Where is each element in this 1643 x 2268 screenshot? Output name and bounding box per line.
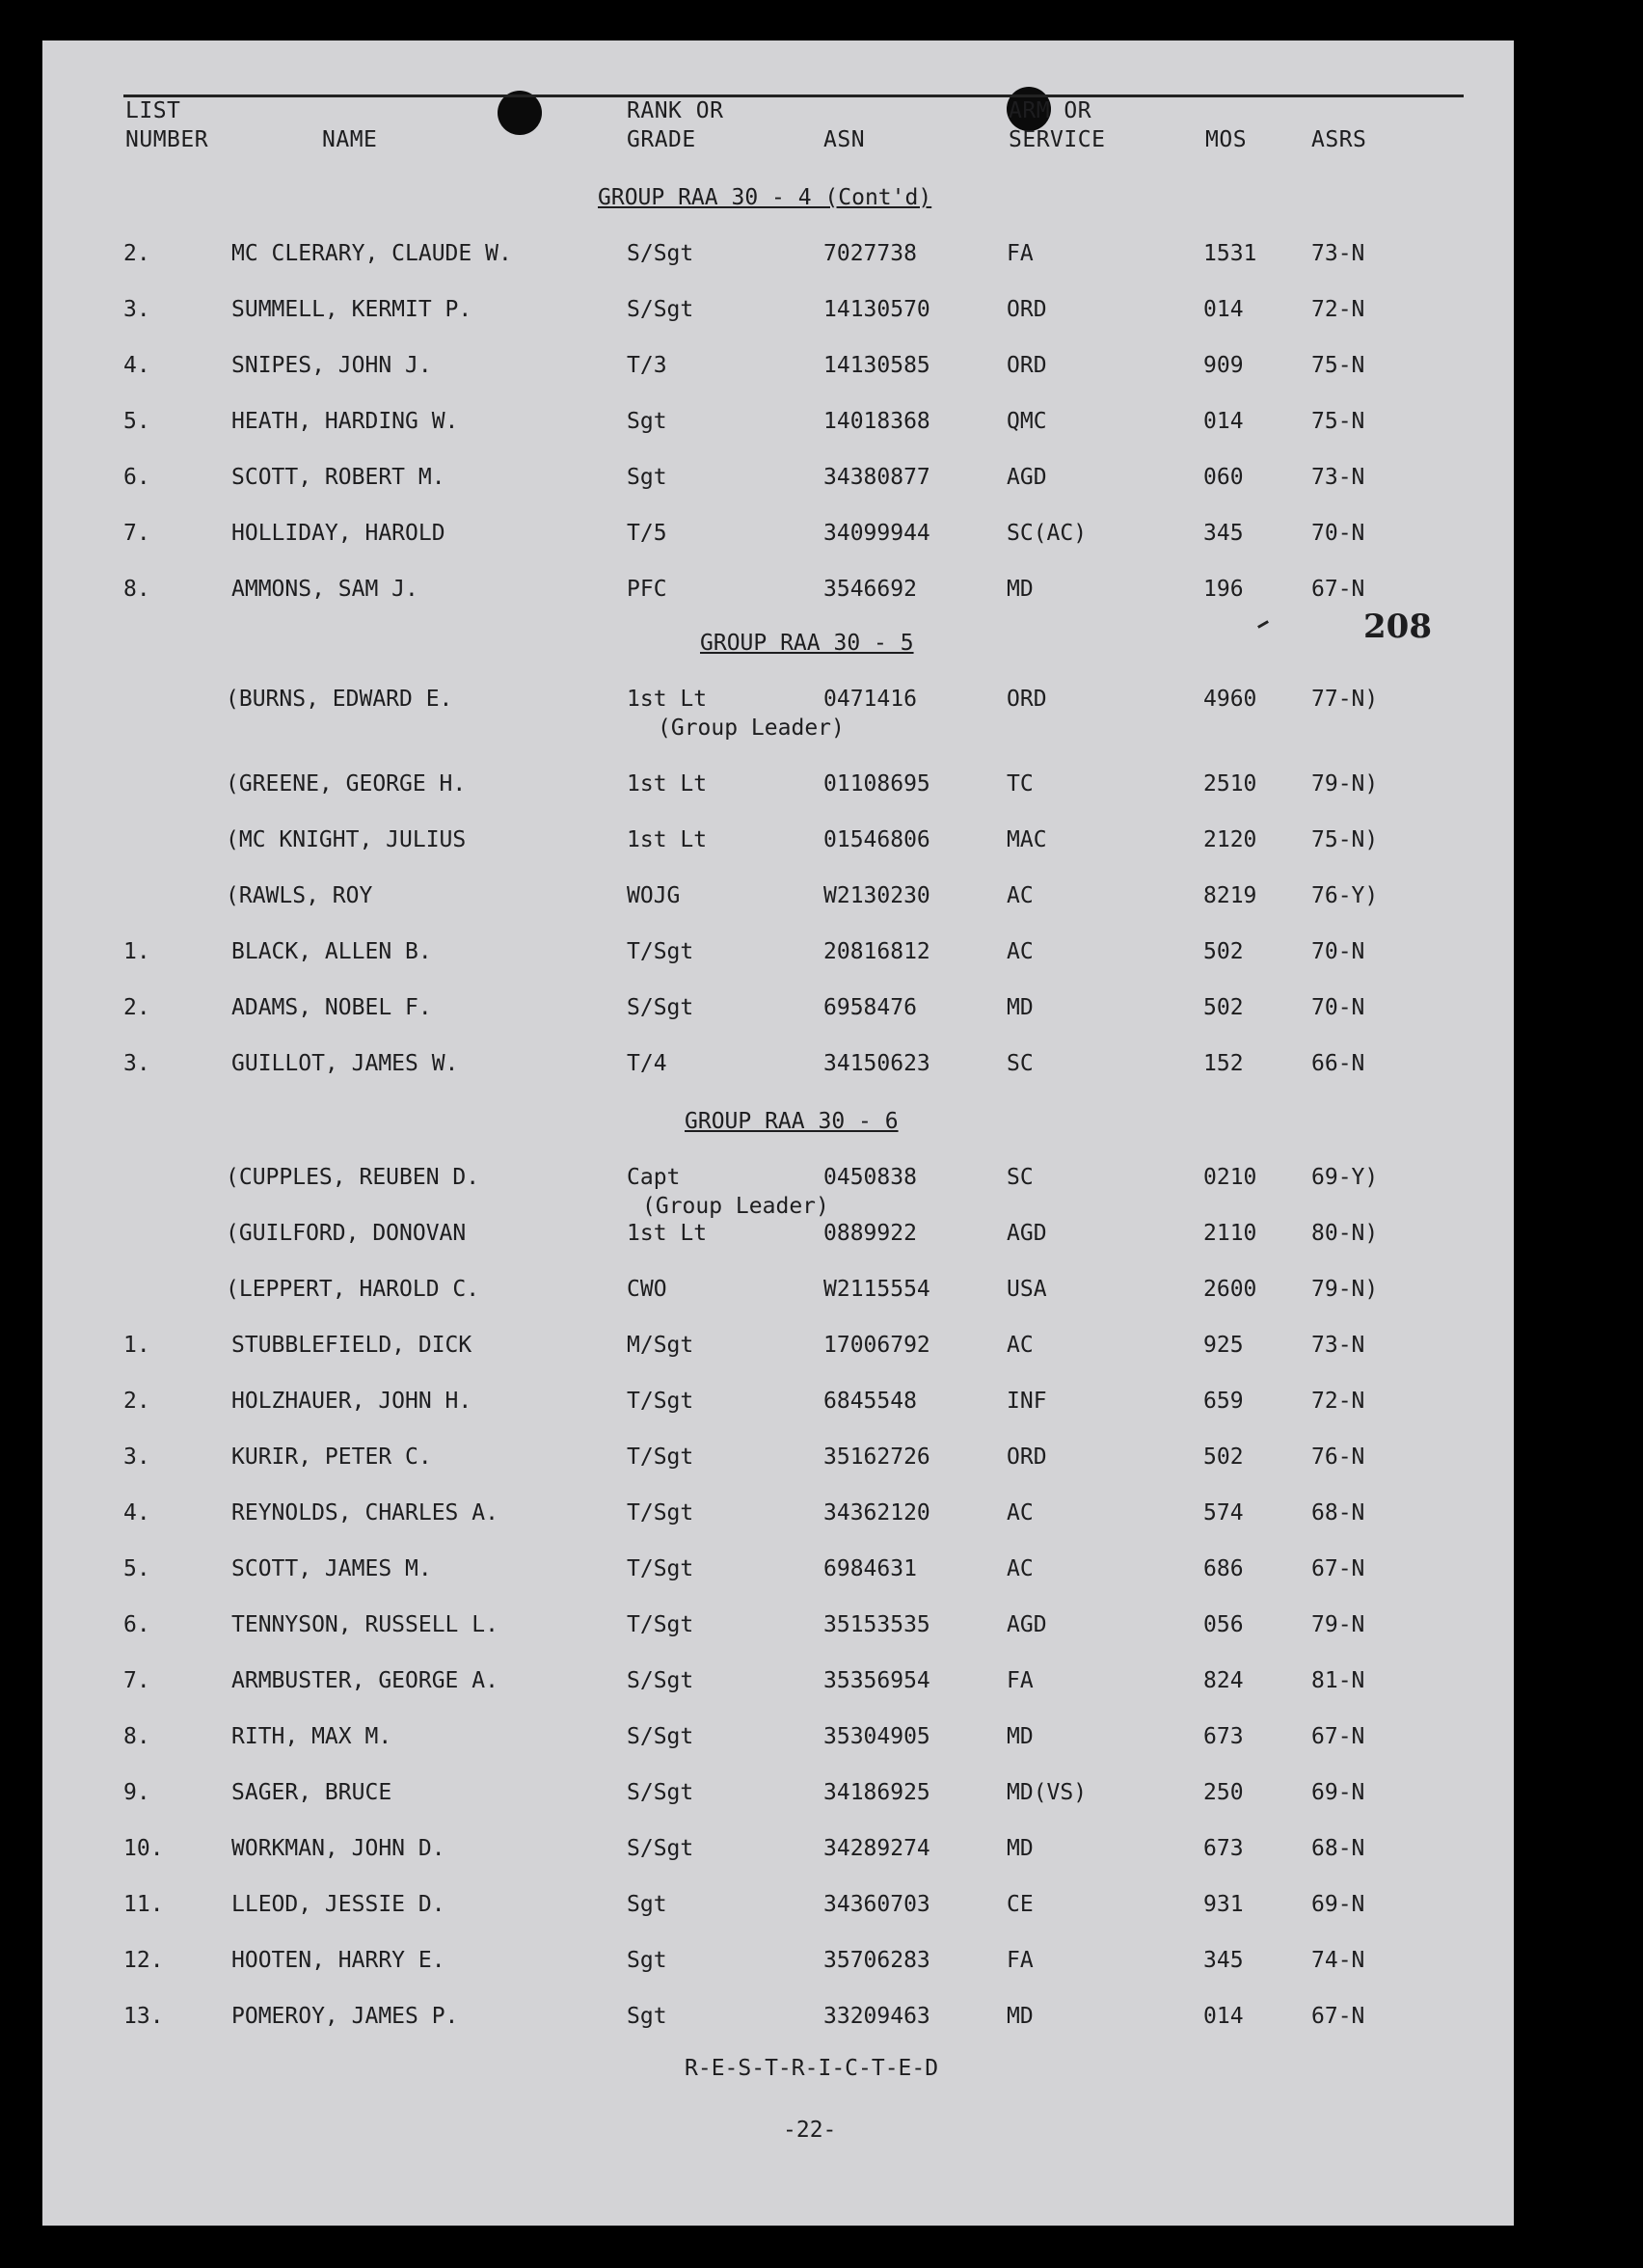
cell-name: (BURNS, EDWARD E.	[226, 687, 453, 712]
cell-rank: S/Sgt	[627, 1780, 694, 1805]
table-row	[42, 1389, 1514, 1419]
cell-asrs: 67-N	[1311, 1556, 1365, 1581]
cell-mos: 345	[1203, 521, 1244, 546]
table-row	[42, 241, 1514, 272]
table-row	[42, 1668, 1514, 1699]
cell-asn: 34099944	[823, 521, 930, 546]
cell-rank: 1st Lt	[627, 771, 708, 796]
cell-mos: 250	[1203, 1780, 1244, 1805]
cell-mos: 056	[1203, 1612, 1244, 1637]
table-row	[42, 465, 1514, 496]
table-row	[42, 771, 1514, 802]
cell-asrs: 70-N	[1311, 521, 1365, 546]
cell-service: FA	[1007, 1668, 1034, 1693]
cell-name: BLACK, ALLEN B.	[231, 939, 432, 964]
cell-service: INF	[1007, 1389, 1047, 1414]
cell-asrs: 67-N	[1311, 2004, 1365, 2029]
cell-asn: 34362120	[823, 1500, 930, 1526]
cell-num: 2.	[123, 1389, 150, 1414]
header-rule	[123, 94, 1464, 97]
cell-rank: CWO	[627, 1277, 667, 1302]
cell-num: 8.	[123, 577, 150, 602]
header-rank: RANK OR GRADE	[627, 98, 724, 152]
cell-asn: 01108695	[823, 771, 930, 796]
cell-asn: 14130570	[823, 297, 930, 322]
table-row	[42, 521, 1514, 552]
cell-mos: 014	[1203, 297, 1244, 322]
table-row	[42, 1780, 1514, 1811]
cell-mos: 673	[1203, 1724, 1244, 1749]
cell-asrs: 70-N	[1311, 939, 1365, 964]
cell-name: STUBBLEFIELD, DICK	[231, 1333, 472, 1358]
cell-num: 3.	[123, 1051, 150, 1076]
cell-service: ORD	[1007, 353, 1047, 378]
cell-num: 1.	[123, 939, 150, 964]
cell-asn: 0471416	[823, 687, 917, 712]
cell-asn: 35162726	[823, 1444, 930, 1470]
cell-mos: 502	[1203, 995, 1244, 1020]
cell-service: ORD	[1007, 1444, 1047, 1470]
cell-service: MD	[1007, 995, 1034, 1020]
cell-service: TC	[1007, 771, 1034, 796]
cell-asrs: 69-N	[1311, 1892, 1365, 1917]
cell-asrs: 75-N)	[1311, 827, 1379, 852]
cell-name: (RAWLS, ROY	[226, 883, 373, 908]
cell-rank: S/Sgt	[627, 1724, 694, 1749]
cell-rank: T/Sgt	[627, 1612, 694, 1637]
table-row	[42, 883, 1514, 914]
table-row	[42, 1277, 1514, 1308]
cell-name: HOLLIDAY, HAROLD	[231, 521, 445, 546]
cell-mos: 574	[1203, 1500, 1244, 1526]
cell-service: AC	[1007, 1556, 1034, 1581]
cell-asrs: 73-N	[1311, 241, 1365, 266]
cell-name: MC CLERARY, CLAUDE W.	[231, 241, 512, 266]
table-row	[42, 1333, 1514, 1364]
cell-rank: T/4	[627, 1051, 667, 1076]
page-number-stamp: 208	[1363, 608, 1432, 646]
cell-mos: 0210	[1203, 1165, 1257, 1190]
cell-asrs: 72-N	[1311, 297, 1365, 322]
cell-name: HEATH, HARDING W.	[231, 409, 459, 434]
cell-asrs: 76-N	[1311, 1444, 1365, 1470]
cell-rank: S/Sgt	[627, 297, 694, 322]
cell-service: USA	[1007, 1277, 1047, 1302]
cell-service: ORD	[1007, 297, 1047, 322]
cell-mos: 673	[1203, 1836, 1244, 1861]
table-row	[42, 1724, 1514, 1755]
table-row	[42, 995, 1514, 1026]
cell-name: (LEPPERT, HAROLD C.	[226, 1277, 480, 1302]
cell-name: AMMONS, SAM J.	[231, 577, 418, 602]
table-row	[42, 1444, 1514, 1475]
cell-service: QMC	[1007, 409, 1047, 434]
cell-mos: 014	[1203, 409, 1244, 434]
header-asn: ASN	[823, 127, 866, 152]
cell-asn: 34360703	[823, 1892, 930, 1917]
cell-rank: Capt	[627, 1165, 681, 1190]
cell-name: WORKMAN, JOHN D.	[231, 1836, 445, 1861]
header-service: ARM OR SERVICE	[1009, 98, 1106, 152]
cell-num: 4.	[123, 353, 150, 378]
cell-num: 12.	[123, 1948, 164, 1973]
table-row	[42, 1165, 1514, 1196]
cell-service: MD(VS)	[1007, 1780, 1088, 1805]
cell-mos: 2120	[1203, 827, 1257, 852]
cell-name: TENNYSON, RUSSELL L.	[231, 1612, 498, 1637]
cell-num: 2.	[123, 241, 150, 266]
cell-name: ARMBUSTER, GEORGE A.	[231, 1668, 498, 1693]
cell-rank: T/5	[627, 521, 667, 546]
cell-rank: M/Sgt	[627, 1333, 694, 1358]
cell-num: 11.	[123, 1892, 164, 1917]
table-row	[42, 297, 1514, 328]
cell-rank: Sgt	[627, 1948, 667, 1973]
cell-service: AGD	[1007, 1221, 1047, 1246]
cell-asn: 34150623	[823, 1051, 930, 1076]
header-name: NAME	[322, 127, 378, 152]
cell-asn: 34289274	[823, 1836, 930, 1861]
cell-asn: 7027738	[823, 241, 917, 266]
cell-asrs: 75-N	[1311, 353, 1365, 378]
cell-asrs: 66-N	[1311, 1051, 1365, 1076]
cell-num: 4.	[123, 1500, 150, 1526]
cell-mos: 502	[1203, 939, 1244, 964]
cell-asn: 14018368	[823, 409, 930, 434]
cell-rank: Sgt	[627, 2004, 667, 2029]
cell-asrs: 67-N	[1311, 1724, 1365, 1749]
cell-asn: 35153535	[823, 1612, 930, 1637]
cell-service: ORD	[1007, 687, 1047, 712]
cell-service: MD	[1007, 1836, 1034, 1861]
row-note: (Group Leader)	[658, 716, 845, 741]
cell-num: 9.	[123, 1780, 150, 1805]
cell-name: (MC KNIGHT, JULIUS	[226, 827, 467, 852]
pencil-mark	[1257, 620, 1269, 629]
cell-mos: 060	[1203, 465, 1244, 490]
cell-name: SNIPES, JOHN J.	[231, 353, 432, 378]
cell-mos: 686	[1203, 1556, 1244, 1581]
group-title: GROUP RAA 30 - 5	[700, 631, 914, 656]
cell-asrs: 67-N	[1311, 577, 1365, 602]
cell-mos: 659	[1203, 1389, 1244, 1414]
cell-asn: 6958476	[823, 995, 917, 1020]
cell-mos: 196	[1203, 577, 1244, 602]
table-row	[42, 577, 1514, 608]
cell-asrs: 77-N)	[1311, 687, 1379, 712]
cell-asn: 35304905	[823, 1724, 930, 1749]
table-row	[42, 687, 1514, 717]
cell-num: 13.	[123, 2004, 164, 2029]
cell-name: SUMMELL, KERMIT P.	[231, 297, 472, 322]
cell-asrs: 76-Y)	[1311, 883, 1379, 908]
cell-asrs: 74-N	[1311, 1948, 1365, 1973]
cell-mos: 1531	[1203, 241, 1257, 266]
cell-rank: 1st Lt	[627, 827, 708, 852]
cell-service: MAC	[1007, 827, 1047, 852]
cell-asn: 35356954	[823, 1668, 930, 1693]
cell-rank: 1st Lt	[627, 687, 708, 712]
cell-asn: 17006792	[823, 1333, 930, 1358]
cell-asrs: 70-N	[1311, 995, 1365, 1020]
cell-asn: 01546806	[823, 827, 930, 852]
header-list-number: LIST NUMBER	[125, 98, 209, 152]
cell-asn: 0889922	[823, 1221, 917, 1246]
row-note: (Group Leader)	[642, 1194, 829, 1219]
cell-service: CE	[1007, 1892, 1034, 1917]
cell-num: 3.	[123, 1444, 150, 1470]
table-row	[42, 1500, 1514, 1531]
table-row	[42, 1892, 1514, 1923]
cell-mos: 824	[1203, 1668, 1244, 1693]
cell-rank: Sgt	[627, 465, 667, 490]
cell-num: 5.	[123, 409, 150, 434]
cell-name: REYNOLDS, CHARLES A.	[231, 1500, 498, 1526]
cell-num: 6.	[123, 465, 150, 490]
table-row	[42, 1612, 1514, 1643]
cell-mos: 014	[1203, 2004, 1244, 2029]
cell-asn: 6845548	[823, 1389, 917, 1414]
cell-mos: 2110	[1203, 1221, 1257, 1246]
cell-name: SCOTT, ROBERT M.	[231, 465, 445, 490]
cell-asrs: 79-N	[1311, 1612, 1365, 1637]
group-title: GROUP RAA 30 - 6	[685, 1109, 899, 1134]
cell-asn: 6984631	[823, 1556, 917, 1581]
cell-rank: S/Sgt	[627, 1668, 694, 1693]
cell-mos: 2510	[1203, 771, 1257, 796]
cell-mos: 152	[1203, 1051, 1244, 1076]
cell-service: SC(AC)	[1007, 521, 1088, 546]
cell-asn: 0450838	[823, 1165, 917, 1190]
cell-name: GUILLOT, JAMES W.	[231, 1051, 459, 1076]
cell-name: (GREENE, GEORGE H.	[226, 771, 467, 796]
cell-asrs: 73-N	[1311, 465, 1365, 490]
cell-rank: PFC	[627, 577, 667, 602]
cell-rank: S/Sgt	[627, 241, 694, 266]
cell-asn: 35706283	[823, 1948, 930, 1973]
cell-mos: 8219	[1203, 883, 1257, 908]
cell-service: SC	[1007, 1165, 1034, 1190]
cell-num: 2.	[123, 995, 150, 1020]
cell-service: AC	[1007, 883, 1034, 908]
document-page	[42, 40, 1514, 2226]
cell-mos: 502	[1203, 1444, 1244, 1470]
cell-name: POMEROY, JAMES P.	[231, 2004, 459, 2029]
cell-service: AC	[1007, 1500, 1034, 1526]
cell-service: AGD	[1007, 465, 1047, 490]
table-row	[42, 2004, 1514, 2035]
cell-asrs: 69-Y)	[1311, 1165, 1379, 1190]
table-row	[42, 353, 1514, 384]
cell-num: 8.	[123, 1724, 150, 1749]
cell-name: LLEOD, JESSIE D.	[231, 1892, 445, 1917]
cell-asrs: 75-N	[1311, 409, 1365, 434]
page-footer-number: -22-	[783, 2118, 837, 2143]
group-title: GROUP RAA 30 - 4 (Cont'd)	[598, 185, 932, 210]
cell-rank: T/Sgt	[627, 939, 694, 964]
cell-rank: S/Sgt	[627, 995, 694, 1020]
cell-asn: 34186925	[823, 1780, 930, 1805]
cell-mos: 925	[1203, 1333, 1244, 1358]
cell-service: FA	[1007, 1948, 1034, 1973]
table-row	[42, 939, 1514, 970]
cell-asn: 3546692	[823, 577, 917, 602]
header-asrs: ASRS	[1311, 127, 1367, 152]
cell-rank: Sgt	[627, 1892, 667, 1917]
cell-service: AC	[1007, 939, 1034, 964]
classification-footer: R-E-S-T-R-I-C-T-E-D	[685, 2056, 939, 2081]
header-mos: MOS	[1205, 127, 1248, 152]
table-row	[42, 827, 1514, 858]
cell-asrs: 73-N	[1311, 1333, 1365, 1358]
table-row	[42, 1556, 1514, 1587]
cell-asn: W2130230	[823, 883, 930, 908]
cell-rank: T/Sgt	[627, 1556, 694, 1581]
table-row	[42, 1948, 1514, 1979]
cell-service: AGD	[1007, 1612, 1047, 1637]
table-row	[42, 409, 1514, 440]
cell-num: 3.	[123, 297, 150, 322]
cell-asrs: 68-N	[1311, 1500, 1365, 1526]
cell-asrs: 79-N)	[1311, 1277, 1379, 1302]
cell-mos: 4960	[1203, 687, 1257, 712]
cell-name: SAGER, BRUCE	[231, 1780, 392, 1805]
cell-mos: 931	[1203, 1892, 1244, 1917]
cell-mos: 2600	[1203, 1277, 1257, 1302]
cell-asrs: 80-N)	[1311, 1221, 1379, 1246]
cell-mos: 909	[1203, 353, 1244, 378]
table-row	[42, 1051, 1514, 1082]
cell-num: 10.	[123, 1836, 164, 1861]
cell-mos: 345	[1203, 1948, 1244, 1973]
cell-num: 1.	[123, 1333, 150, 1358]
cell-asrs: 68-N	[1311, 1836, 1365, 1861]
cell-num: 7.	[123, 1668, 150, 1693]
cell-num: 6.	[123, 1612, 150, 1637]
cell-asrs: 79-N)	[1311, 771, 1379, 796]
cell-num: 7.	[123, 521, 150, 546]
cell-asn: 34380877	[823, 465, 930, 490]
cell-service: MD	[1007, 1724, 1034, 1749]
cell-asn: 14130585	[823, 353, 930, 378]
cell-asn: 20816812	[823, 939, 930, 964]
cell-asn: 33209463	[823, 2004, 930, 2029]
cell-rank: T/Sgt	[627, 1500, 694, 1526]
cell-num: 5.	[123, 1556, 150, 1581]
cell-asn: W2115554	[823, 1277, 930, 1302]
cell-rank: S/Sgt	[627, 1836, 694, 1861]
cell-asrs: 69-N	[1311, 1780, 1365, 1805]
cell-name: RITH, MAX M.	[231, 1724, 392, 1749]
cell-name: KURIR, PETER C.	[231, 1444, 432, 1470]
cell-asrs: 72-N	[1311, 1389, 1365, 1414]
table-row	[42, 1221, 1514, 1252]
cell-name: ADAMS, NOBEL F.	[231, 995, 432, 1020]
cell-name: HOLZHAUER, JOHN H.	[231, 1389, 472, 1414]
cell-rank: WOJG	[627, 883, 681, 908]
table-row	[42, 1836, 1514, 1867]
cell-service: MD	[1007, 2004, 1034, 2029]
cell-rank: T/Sgt	[627, 1444, 694, 1470]
cell-service: FA	[1007, 241, 1034, 266]
cell-name: SCOTT, JAMES M.	[231, 1556, 432, 1581]
cell-asrs: 81-N	[1311, 1668, 1365, 1693]
cell-name: (GUILFORD, DONOVAN	[226, 1221, 467, 1246]
cell-rank: 1st Lt	[627, 1221, 708, 1246]
cell-rank: T/Sgt	[627, 1389, 694, 1414]
cell-service: AC	[1007, 1333, 1034, 1358]
cell-service: SC	[1007, 1051, 1034, 1076]
cell-rank: Sgt	[627, 409, 667, 434]
cell-name: (CUPPLES, REUBEN D.	[226, 1165, 480, 1190]
cell-rank: T/3	[627, 353, 667, 378]
cell-name: HOOTEN, HARRY E.	[231, 1948, 445, 1973]
cell-service: MD	[1007, 577, 1034, 602]
